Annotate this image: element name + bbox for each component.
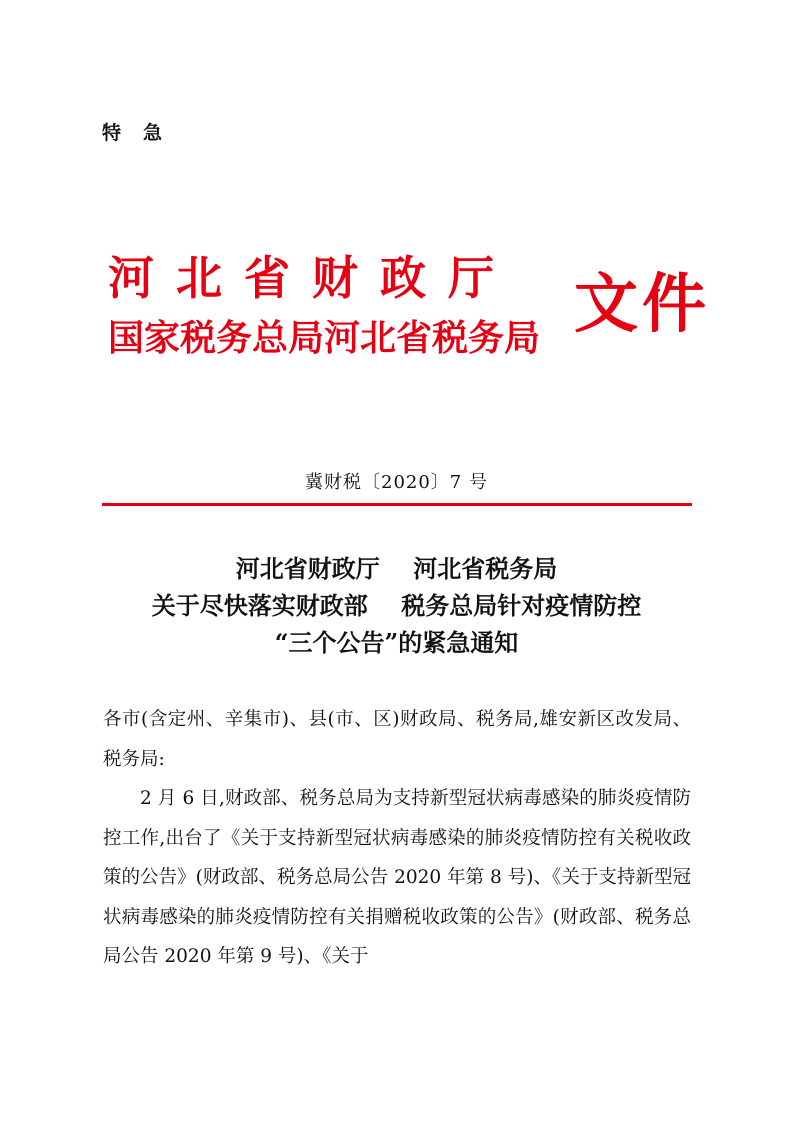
document-title [0, 550, 793, 661]
issuer-finance-department: 河北省财政厅 [108, 251, 516, 305]
title-line-2: 关于尽快落实财政部 税务总局针对疫情防控 [151, 591, 642, 620]
document-number: 冀财税〔2020〕7 号 [305, 472, 488, 493]
document-word: 文件 [574, 267, 710, 342]
title-line-3: “三个公告”的紧急通知 [274, 628, 519, 657]
title-line-1: 河北省财政厅 河北省税务局 [235, 554, 558, 583]
urgency-label: 特急 [102, 122, 185, 144]
red-divider [102, 503, 692, 506]
document-body [103, 700, 691, 977]
addressee: 各市(含定州、辛集市)、县(市、区)财政局、税务局,雄安新区改发局、税务局: [103, 709, 691, 770]
issuer-block [108, 248, 578, 368]
body-paragraph: 2 月 6 日,财政部、税务总局为支持新型冠状病毒感染的肺炎疫情防控工作,出台了《关于支持新型冠状病毒感染的肺炎疫情防控有关税收政策的公告》(财政部、税务总局公告 2020 年第 8 号)、《关于支持新型冠状病毒感染的肺炎疫情防控有关捐赠税收政策的公告》(财政部、税务总局公告 2020 年第 9 号)、《关于 [103, 788, 691, 967]
issuer-tax-bureau: 国家税务总局河北省税务局 [108, 317, 541, 359]
